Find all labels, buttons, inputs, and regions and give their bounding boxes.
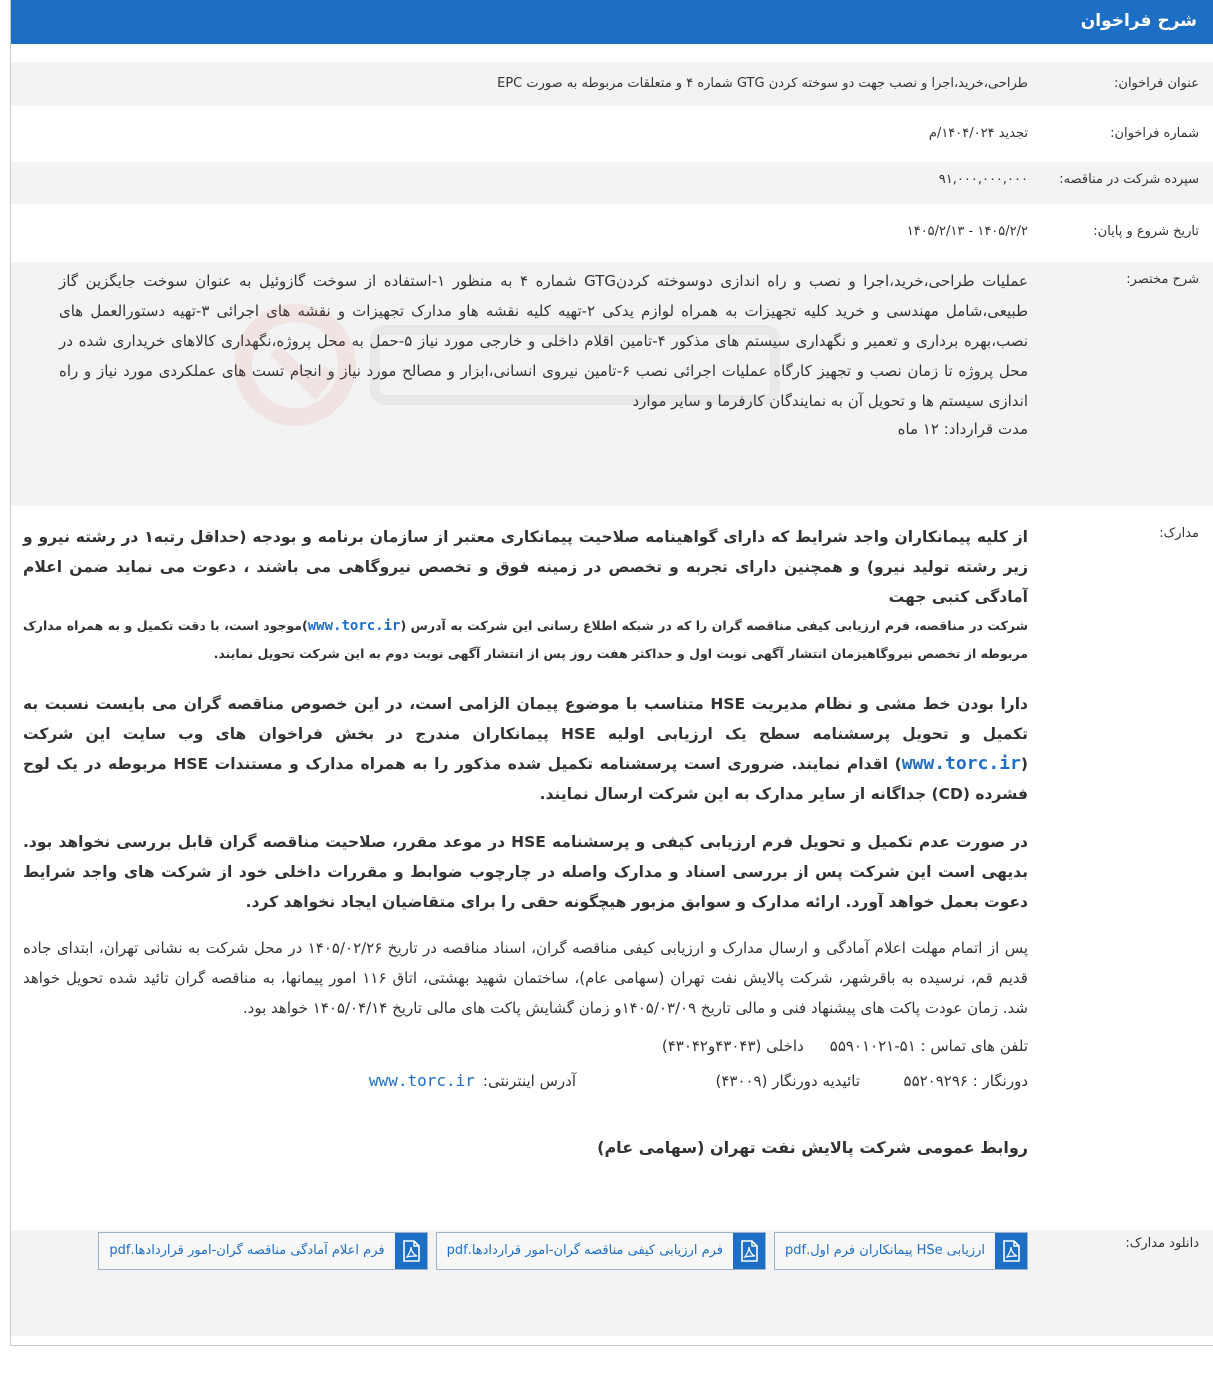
number-label: شماره فراخوان: — [1110, 126, 1199, 141]
dates-label: تاریخ شروع و پایان: — [1093, 224, 1199, 239]
docs-paragraph-invitation: از کلیه پیمانکاران واجد شرایط که دارای گواهینامه صلاحیت پیمانکاری معتبر از سازمان برنامه و بودجه (حداقل رتبه۱ در رشته نیرو و زیر رشته تولید نیرو) و همچنین دارای تجربه و تخصص در زمینه فوق و تخصص نیروگاهی می باشند ، دعوت می نماید ضمن اعلام آمادگی کتبی جهت — [23, 528, 1028, 606]
row-tender-number — [11, 106, 1213, 162]
docs-paragraph-conditions: در صورت عدم تکمیل و تحویل فرم ارزیابی کیفی و پرسشنامه HSE در موعد مقرر، صلاحیت مناقصه گران قابل بررسی نخواهد بود. بدیهی است این شرکت پس از بررسی اسناد و مدارک واصله در چارچوب ضوابط و مقررات داخلی خود از شرکت های واجد شرایط دعوت بعمل خواهد آورد. ارائه مدارک و سوابق مزبور هیچگونه حقی را برای متقاضیان ایجاد نخواهد کرد. — [23, 833, 1028, 911]
description-text: عملیات طراحی،خرید،اجرا و نصب و راه اندازی دوسوخته کردنGTG شماره ۴ به منظور ۱-استفاده از سوخت گازوئیل به عنوان سوخت جایگزین گاز طبیعی،شامل مهندسی و خرید کلیه تجهیزات به همراه لوازم یدکی ۲-تهیه کلیه نقشه هاو مدارک تجهیزات و نقشه های اجرائی ۳-تهیه دستورالعمل های نصب،بهره برداری و تعمیر و نگهداری سیستم های مذکور ۴-تامین اقلام داخلی و خارجی مورد نیاز ۵-حمل به محل پروژه،نگهداری کالاهای خریداری شده در محل پروژه تا زمان نصب و تجهیز کارگاه عملیات اجرائی نصب ۶-تامین نیروی انسانی،ابزار و مصالح مورد نیاز و انجام تست های عملکردی مورد نیاز و راه اندازی سیستم ها و تحویل آن به نمایندگان کارفرما و سایر موارد — [59, 272, 1029, 410]
invitation-text-b: )موجود است، با دقت تکمیل و به همراه مدارک مربوطه از تخصص نیروگاهیزمان انتشار آگهی نوبت اول و حداکثر هفت روز پس از انتشار آگهی نوبت دوم به این شرکت تحویل نمایند. — [23, 618, 1028, 661]
description-label: شرح مختصر: — [1126, 272, 1199, 287]
panel-title: شرح فراخوان — [1080, 11, 1197, 31]
tender-panel — [10, 0, 1213, 1346]
download-list — [23, 1232, 1028, 1270]
contact-phones — [23, 1037, 1028, 1055]
title-value: طراحی،خرید،اجرا و نصب جهت دو سوخته کردن GTG شماره ۴ و متعلقات مربوطه به صورت EPC — [497, 76, 1028, 91]
pdf-icon — [395, 1233, 427, 1269]
panel-header — [11, 0, 1213, 44]
invitation-text-a: شرکت در مناقصه، فرم ارزیابی کیفی مناقصه گران را که در شبکه اطلاع رسانی این شرکت به آدرس ( — [400, 618, 1028, 633]
row-deposit — [11, 162, 1213, 204]
torc-link-hse[interactable]: www.torc.ir — [901, 753, 1021, 774]
phone-internal: داخلی (۴۳۰۴۳و۴۳۰۴۲) — [661, 1037, 804, 1055]
contract-duration: مدت قرارداد: ۱۲ ماه — [897, 420, 1028, 438]
download-name: فرم ارزیابی کیفی مناقصه گران-امور قراردادها.pdf — [446, 1243, 724, 1258]
dates-value: ۱۴۰۵/۲/۲ - ۱۴۰۵/۲/۱۳ — [906, 224, 1028, 239]
signature: روابط عمومی شرکت پالایش نفت تهران (سهامی عام) — [597, 1138, 1028, 1157]
documents-label: مدارک: — [1159, 526, 1199, 541]
row-documents — [11, 506, 1213, 1230]
download-hse-form[interactable] — [774, 1232, 1028, 1270]
row-tender-title — [11, 62, 1213, 106]
download-name: فرم اعلام آمادگی مناقصه گران-امور قراردادها.pdf — [109, 1243, 385, 1258]
hse-text-b: ) اقدام نمایند. ضروری است پرسشنامه تکمیل شده مذکور را به همراه مدارک و مستندات HSE مربوطه در یک لوح فشرده (CD) جداگانه از سایر مدارک به این شرکت ارسال نمایند. — [23, 755, 1028, 803]
row-description — [11, 262, 1213, 506]
phone-number: تلفن های تماس : ۵۱-۵۵۹۰۱۰۲۱ — [829, 1037, 1028, 1055]
contact-line — [23, 1071, 1028, 1090]
row-dates — [11, 204, 1213, 262]
deposit-value: ۹۱,۰۰۰,۰۰۰,۰۰۰ — [938, 172, 1028, 187]
pdf-icon — [995, 1233, 1027, 1269]
pdf-icon — [733, 1233, 765, 1269]
number-value: تجدید ۱۴۰۴/۰۲۴/م — [928, 126, 1028, 141]
torc-link[interactable]: www.torc.ir — [307, 618, 401, 634]
row-downloads — [11, 1230, 1213, 1336]
web-label: آدرس اینترنتی: — [482, 1072, 576, 1090]
docs-paragraph-invitation-detail — [23, 612, 1028, 667]
fax-confirm: تائیدیه دورنگار (۴۳۰۰۹) — [715, 1072, 860, 1090]
download-readiness-form[interactable] — [98, 1232, 427, 1270]
deposit-label: سپرده شرکت در مناقصه: — [1059, 172, 1199, 187]
downloads-label: دانلود مدارک: — [1125, 1236, 1199, 1251]
download-quality-form[interactable] — [436, 1232, 766, 1270]
hse-text-a: دارا بودن خط مشی و نظام مدیریت HSE متناسب با موضوع پیمان الزامی است، در این خصوص مناقصه گران می بایست نسبت به تکمیل و تحویل پرسشنامه سطح یک ارزیابی اولیه HSE پیمانکاران مندرج در بخش فراخوان های وب سایت این شرکت ( — [23, 695, 1028, 773]
title-label: عنوان فراخوان: — [1114, 76, 1199, 91]
fax-number: دورنگار : ۵۵۲۰۹۲۹۶ — [903, 1072, 1028, 1090]
web-url-link[interactable]: www.torc.ir — [368, 1071, 475, 1090]
download-name: ارزیابی HSe پیمانکاران فرم اول.pdf — [785, 1243, 985, 1258]
docs-paragraph-schedule: پس از اتمام مهلت اعلام آمادگی و ارسال مدارک و ارزیابی کیفی مناقصه گران، اسناد مناقصه در تاریخ ۱۴۰۵/۰۲/۲۶ در محل شرکت به نشانی تهران، ابتدای جاده قدیم قم، نرسیده به باقرشهر، شرکت پالایش نفت تهران (سهامی عام)، ساختمان شهید بهشتی، اتاق ۱۱۶ امور پیمانها، به مناقصه گران تائید شده تحویل خواهد شد. زمان عودت پاکت های پیشنهاد فنی و مالی تاریخ ۱۴۰۵/۰۳/۰۹و زمان گشایش پاکت های مالی تاریخ ۱۴۰۵/۰۴/۱۴ خواهد بود. — [23, 939, 1028, 1017]
docs-paragraph-hse — [23, 689, 1028, 809]
